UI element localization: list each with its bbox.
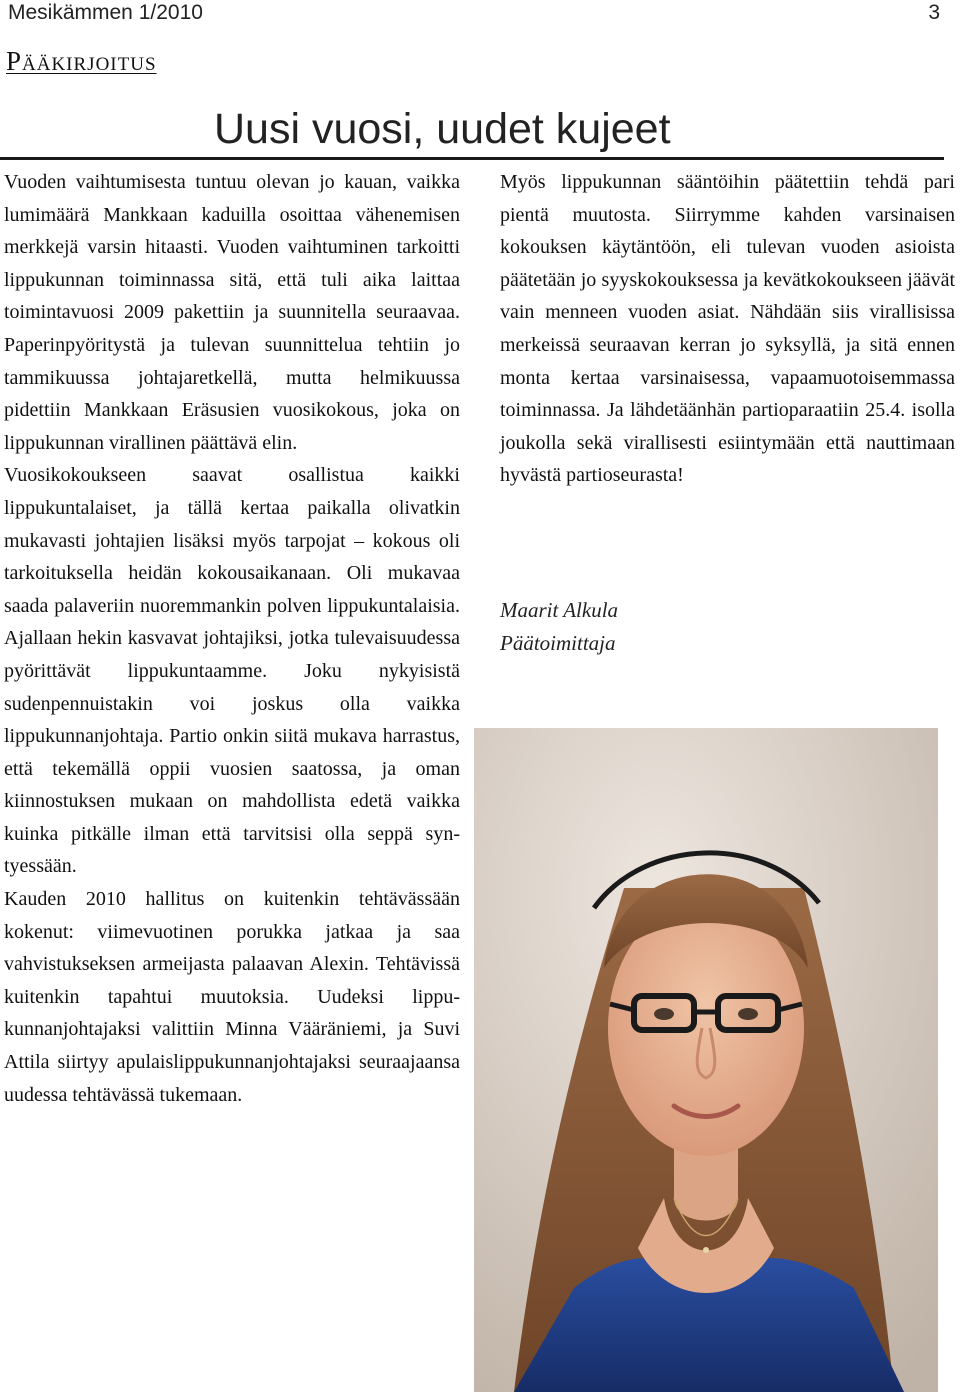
signature	[500, 594, 618, 660]
article-paragraph: Myös lippukunnan sääntöihin päätettiin tehdä pari pientä muutosta. Siirrymme kahden varsinaisen kokouksen käytäntöön, eli tulevan vuoden asioista päätetään jo syyskokouksessa ja kevätkokoukseen jäävät vain menneen vuoden asiat. Nähdään siis virallisissa merkeissä seuraavan kerran jo syksyllä, ja sitä ennen monta kertaa varsinaisessa, vapaamuotoisemmassa toiminnassa. Ja lähdetäänhän partioparaatiin 25.4. isolla joukolla sekä virallisesti esiintymään että nauttimaan hyvästä partioseurasta!	[500, 171, 955, 487]
title-divider	[0, 157, 944, 160]
author-name: Maarit Alkula	[500, 598, 619, 622]
article-title: Uusi vuosi, uudet kujeet	[214, 105, 671, 153]
portrait-illustration	[474, 728, 938, 1392]
author-role: Päätoimittaja	[500, 631, 616, 655]
article-column-left	[4, 166, 460, 1111]
page-number: 3	[928, 1, 940, 24]
article-paragraph: Vuoden vaihtumisesta tuntuu olevan jo kauan, vaikka lumimäärä Mankkaan kaduilla osoittaa vähenemisen merkkejä varsin hitaasti. Vuoden vaihtuminen tarkoitti lippukunnan toiminnassa sitä, että tuli aika laittaa toimintavuosi 2009 pakettiin ja suunnitella seuraavaa. Paperinpyöritystä ja tulevan suunnittelua tehtiin jo tammikuussa johtajaretkellä, mutta helmikuussa pidettiin Mankkaan Eräsusien vuosikokous, joka on lippukunnan virallinen päättävä elin.	[4, 171, 460, 454]
article-column-right	[500, 166, 955, 492]
article-paragraph: Kauden 2010 hallitus on kuitenkin tehtävässään kokenut: viimevuotinen porukka jatkaa ja saa vahvistukseksen armeijasta palaavan Alexin. Tehtävissä kuitenkin tapahtui muutoksia. Uudeksi lippukunnanjohtajaksi valittiin Minna Vääräniemi, ja Suvi Attila siirtyy apulaislippukunnanjohtajaksi seuraajaansa uudessa tehtävässä tukemaan.	[4, 888, 460, 1106]
article-paragraph: Vuosikokoukseen saavat osallistua kaikki lippukuntalaiset, ja tällä kertaa paikalla olivatkin mukavasti johtajien lisäksi myös tarpojat – kokous oli tarkoituksella heidän kokousaikanaan. Oli mukavaa saada palaveriin nuoremmankin polven lippukuntalaisia. Ajallaan hekin kasvavat johtajiksi, jotka tulevaisuudessa pyörittävät lippukuntaamme. Joku nykyisistä sudenpennuistakin voi joskus olla vaikka lippukunnanjohtaja. Partio onkin siitä mukava harrastus, että tekemällä oppii vuosien saatossa, ja oman kiinnostuksen mukaan on mahdollista edetä vaikka kuinka pitkälle ilman että tarvitsisi olla seppä syntyessään.	[4, 464, 460, 878]
publication-header: Mesikämmen 1/2010	[8, 1, 203, 24]
section-title: Pääkirjoitus	[6, 46, 157, 76]
author-photo	[474, 728, 938, 1392]
